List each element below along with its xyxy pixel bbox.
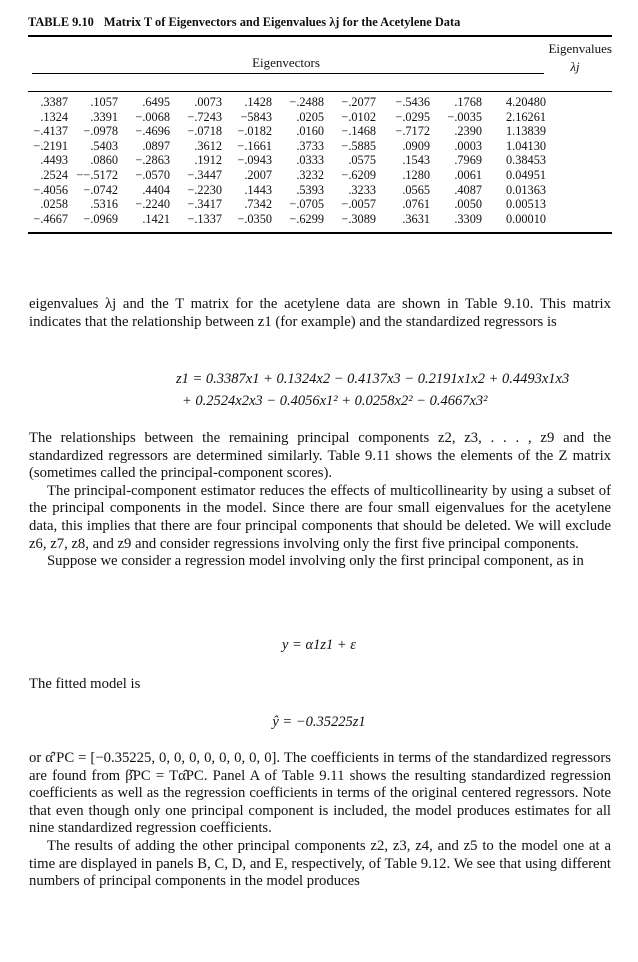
eigenvector-cell: −.0969 (83, 211, 118, 226)
equation-z1-line1: z1 = 0.3387x1 + 0.1324x2 − 0.4137x3 − 0.2191x1x2 + 0.4493x1x3 (176, 371, 570, 387)
eigenvector-cell: .1428 (244, 95, 272, 109)
eigenvector-cell: −.0350 (237, 211, 272, 226)
eigenvector-cell: −.3417 (187, 197, 222, 212)
eigenvector-cell: .1421 (142, 211, 170, 226)
eigenvalue-cell: 1.04130 (506, 138, 546, 153)
eigenvectors-heading: Eigenvectors (252, 55, 320, 70)
eigenvector-cell: −.0068 (135, 109, 170, 124)
table-row (28, 95, 612, 110)
eigenvector-cell: .1324 (40, 109, 68, 124)
eigenvector-cell: −.2863 (135, 153, 170, 168)
eigenvector-cell: .3232 (296, 167, 324, 182)
eigenvector-cell: .6495 (142, 95, 170, 109)
eigenvector-table (28, 12, 612, 234)
eigenvector-cell: −.7172 (395, 124, 430, 139)
eigenvector-cell: .4404 (142, 182, 170, 197)
paragraph-block (29, 430, 611, 571)
eigenvector-cell: .0050 (454, 197, 482, 212)
eigenvector-cell: .1768 (454, 95, 482, 109)
eigenvector-cell: .0897 (142, 138, 170, 153)
eigenvector-cell: .0575 (348, 153, 376, 168)
eigenvector-cell: .1057 (90, 95, 118, 109)
table-row (28, 197, 612, 212)
table-row (28, 124, 612, 139)
table-row (28, 139, 612, 154)
eigenvector-cell: −.0570 (135, 167, 170, 182)
eigenvector-cell: −.0102 (341, 109, 376, 124)
eigenvector-cell: .1912 (194, 153, 222, 168)
eigenvalue-cell: 0.04951 (506, 167, 546, 182)
paragraph-5: The fitted model is (29, 676, 141, 692)
eigenvector-cell: −5843 (240, 109, 272, 124)
paragraph-1: eigenvalues λj and the T matrix for the acetylene data are shown in Table 9.10. This matrix indicates that the relationship between z1 (for example) and the standardized regressors is (29, 296, 611, 330)
eigenvector-cell: −.0978 (83, 124, 118, 139)
eigenvector-cell: −.6299 (289, 211, 324, 226)
eigenvector-cell: .0061 (454, 167, 482, 182)
eigenvalue-cell: 1.13839 (506, 124, 546, 139)
paragraph-2: The relationships between the remaining principal components z2, z3, . . . , z9 and the standardized regressors are determined similarly. Table 9.11 shows the elements of the Z matrix (sometimes called the principal-component scores). (29, 430, 611, 482)
eigenvector-cell: .3733 (296, 138, 324, 153)
eigenvector-cell: .4087 (454, 182, 482, 197)
eigenvector-cell: .0205 (296, 109, 324, 124)
table-row (28, 153, 612, 168)
eigenvector-cell: .3612 (194, 138, 222, 153)
eigenvector-cell: .0073 (194, 95, 222, 109)
equation-model: y = α1z1 + ε (282, 637, 356, 653)
paragraph-3: The principal-component estimator reduces the effects of multicollinearity by using a subset of the principal components in the model. Since there are four small eigenvalues for the acetylene data, this implies that there are four principal components that should be deleted. We will exclude z6, z7, z8, and z9 and consider regressions involving only the first five principal components. (29, 482, 611, 552)
eigenvector-cell: .2390 (454, 124, 482, 139)
eigenvector-cell: −.6209 (341, 167, 376, 182)
equation-fitted: ŷ = −0.35225z1 (272, 714, 366, 730)
eigenvector-cell: −.0057 (341, 197, 376, 212)
eigenvector-cell: −.5436 (395, 95, 430, 109)
eigenvector-cell: −.3089 (341, 211, 376, 226)
eigenvector-cell: −.4056 (33, 182, 68, 197)
eigenvector-cell: −.2191 (33, 138, 68, 153)
table-row (28, 183, 612, 198)
eigenvector-cell: .0160 (296, 124, 324, 139)
eigenvector-cell: −.1468 (341, 124, 376, 139)
eigenvector-cell: −.2077 (341, 95, 376, 109)
eigenvector-cell: .4493 (40, 153, 68, 168)
eigenvector-cell: −.4667 (33, 211, 68, 226)
eigenvector-cell: .1443 (244, 182, 272, 197)
eigenvector-cell: .0860 (90, 153, 118, 168)
eigenvector-cell: .3387 (40, 95, 68, 109)
eigenvalue-cell: 0.01363 (506, 182, 546, 197)
eigenvector-cell: −.4696 (135, 124, 170, 139)
eigenvector-cell: −.0718 (187, 124, 222, 139)
eigenvector-cell: −.4137 (33, 124, 68, 139)
eigenvector-cell: −.0295 (395, 109, 430, 124)
eigenvalues-heading: Eigenvalues (548, 41, 612, 56)
eigenvalue-cell: 4.20480 (506, 95, 546, 109)
eigenvector-cell: .7969 (454, 153, 482, 168)
eigenvector-cell: −.2240 (135, 197, 170, 212)
eigenvector-cell: .2007 (244, 167, 272, 182)
eigenvectors-heading-rule (32, 73, 544, 74)
table-row (28, 110, 612, 125)
paragraph-block-2 (29, 750, 611, 891)
table-bottom-rule (28, 232, 612, 234)
eigenvector-cell: .1280 (402, 167, 430, 182)
table-number: TABLE 9.10 (28, 15, 94, 29)
eigenvector-cell: −.0182 (237, 124, 272, 139)
table-body (28, 92, 612, 232)
eigenvector-cell: .0333 (296, 153, 324, 168)
eigenvector-cell: .2524 (40, 167, 68, 182)
eigenvalue-cell: 0.38453 (506, 153, 546, 168)
eigenvector-cell: −.1337 (187, 211, 222, 226)
table-row (28, 212, 612, 227)
eigenvector-cell: .7342 (244, 197, 272, 212)
eigenvector-cell: −.0742 (83, 182, 118, 197)
eigenvector-cell: −.1661 (237, 138, 272, 153)
eigenvector-cell: .1543 (402, 153, 430, 168)
eigenvector-cell: .3391 (90, 109, 118, 124)
eigenvalues-symbol: λj (570, 59, 580, 74)
eigenvalue-cell: 0.00513 (506, 197, 546, 212)
eigenvector-cell: .0003 (454, 138, 482, 153)
eigenvector-cell: .0565 (402, 182, 430, 197)
eigenvector-cell: .3631 (402, 211, 430, 226)
eigenvector-cell: −.7243 (187, 109, 222, 124)
paragraph-4: Suppose we consider a regression model involving only the first principal component, as in (47, 553, 584, 570)
eigenvector-cell: .3233 (348, 182, 376, 197)
table-title: Matrix T of Eigenvectors and Eigenvalues λj for the Acetylene Data (103, 15, 461, 29)
equation-z1-line2: + 0.2524x2x3 − 0.4056x1² + 0.0258x2² − 0.4667x3² (182, 393, 488, 409)
eigenvector-cell: .5316 (90, 197, 118, 212)
eigenvector-cell: −.0705 (289, 197, 324, 212)
eigenvector-cell: .0761 (402, 197, 430, 212)
eigenvalue-cell: 0.00010 (506, 211, 546, 226)
eigenvector-cell: −.5885 (341, 138, 376, 153)
eigenvector-cell: −.0943 (237, 153, 272, 168)
eigenvector-cell: −.2230 (187, 182, 222, 197)
table-header (28, 37, 612, 91)
eigenvector-cell: .0909 (402, 138, 430, 153)
eigenvector-cell: −.3447 (187, 167, 222, 182)
table-caption (28, 15, 612, 30)
eigenvector-cell: −.0035 (447, 109, 482, 124)
paragraph-6: or α̂′PC = [−0.35225, 0, 0, 0, 0, 0, 0, 0, 0]. The coefficients in terms of the standardized regressors are found from β̂PC = Tα̂PC. Panel A of Table 9.11 shows the resulting standardized regression coefficients as well as the regression coefficients in terms of the original centered regressors. Note that even though only one principal component is included, the model produces estimates for all nine standardized regression coefficients. (29, 750, 611, 837)
eigenvector-cell: −.2488 (289, 95, 324, 109)
eigenvalue-cell: 2.16261 (506, 109, 546, 124)
eigenvector-cell: −−.5172 (76, 167, 118, 182)
eigenvector-cell: .5393 (296, 182, 324, 197)
eigenvector-cell: .3309 (454, 211, 482, 226)
paragraph-7: The results of adding the other principal components z2, z3, z4, and z5 to the model one at a time are displayed in panels B, C, D, and E, respectively, of Table 9.12. We see that using different numbers of principal components in the model produces (29, 837, 611, 890)
eigenvector-cell: .0258 (40, 197, 68, 212)
eigenvector-cell: .5403 (90, 138, 118, 153)
table-row (28, 168, 612, 183)
